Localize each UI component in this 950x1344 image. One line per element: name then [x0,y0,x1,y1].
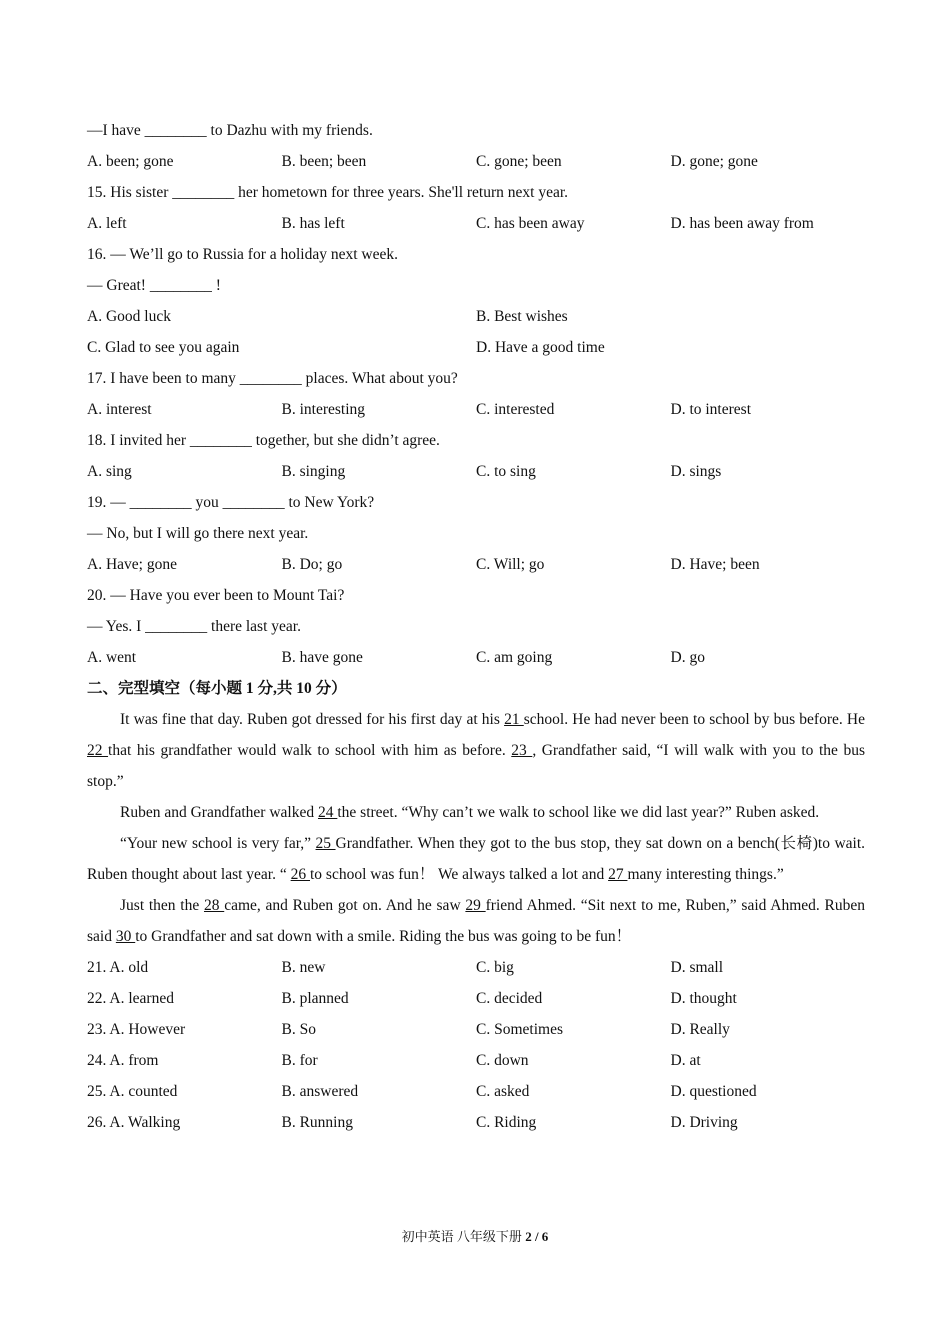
question-line: — No, but I will go there next year. [87,525,309,542]
passage-text: friend Ahmed. “Sit next to me, Ruben,” said Ahmed. Ruben said [87,897,865,945]
option: D. Driving [670,1114,738,1131]
footer-text: 初中英语 八年级下册 [401,1229,522,1244]
option: 26. A. Walking [87,1114,181,1131]
question-stem: 15. His sister ________ her hometown for three years. She'll return next year. [87,184,569,201]
option: C. to sing [476,463,536,480]
option: A. interest [87,401,152,418]
question-stem: 20. — Have you ever been to Mount Tai? [87,587,345,604]
passage-text: that his grandfather would walk to school with him as before. [108,742,512,759]
passage-text: to school was fun！ We always talked a lot and [310,866,609,883]
question-line: — Great! ________ ! [87,277,221,294]
question-stem: 17. I have been to many ________ places. What about you? [87,370,458,387]
option: C. asked [476,1083,530,1100]
option: A. Have; gone [87,556,177,573]
blank-28: 28 [203,897,225,914]
passage-text: school. He had never been to school by bus before. He [523,711,865,728]
option: B. answered [281,1083,359,1100]
passage-text: many interesting things.” [627,866,784,883]
blank-21: 21 [504,711,524,728]
option: B. has left [281,215,345,232]
passage-text: “Your new school is very far,” [120,835,316,852]
options-row [87,983,865,1014]
option: D. at [670,1052,701,1069]
options-row [87,642,865,673]
question-line: —I have ________ to Dazhu with my friends. [87,122,373,139]
option: D. Have a good time [476,339,605,356]
passage-text: It was fine that day. Ruben got dressed for his first day at his [120,711,505,728]
option: C. interested [476,401,555,418]
option: A. went [87,649,137,666]
option: 21. A. old [87,959,149,976]
option: C. down [476,1052,529,1069]
passage-paragraph [87,828,865,890]
option: C. big [476,959,514,976]
page-footer [0,1227,950,1247]
option: B. been; been [281,153,367,170]
option: A. left [87,215,127,232]
passage-paragraph [87,704,865,797]
option: C. has been away [476,215,585,232]
option: D. Really [670,1021,730,1038]
option: D. has been away from [670,215,814,232]
blank-22: 22 [87,742,109,759]
option: C. decided [476,990,543,1007]
passage-text: Ruben and Grandfather walked [120,804,318,821]
option: A. been; gone [87,153,174,170]
option: C. Glad to see you again [87,339,240,356]
page-number: 2 / 6 [525,1229,549,1244]
option: B. So [281,1021,316,1038]
option: C. Sometimes [476,1021,563,1038]
passage-text: came, and Ruben got on. And he saw [224,897,466,914]
option: D. questioned [670,1083,757,1100]
options-row [87,394,865,425]
option: B. interesting [281,401,366,418]
question-stem: 18. I invited her ________ together, but she didn’t agree. [87,432,440,449]
blank-24: 24 [317,804,338,821]
options-row [87,332,865,363]
option: D. small [670,959,724,976]
option: B. for [281,1052,318,1069]
passage-text: the street. “Why can’t we walk to school like we did last year?” Ruben asked. [337,804,820,821]
option: B. new [281,959,326,976]
option: B. Running [281,1114,353,1131]
option: B. Best wishes [476,308,568,325]
option: D. to interest [670,401,751,418]
blank-25: 25 [315,835,336,852]
document-body [87,115,865,1138]
passage-text: Just then the [120,897,204,914]
blank-26: 26 [290,866,310,883]
option: A. sing [87,463,132,480]
option: D. Have; been [670,556,760,573]
question-line: — Yes. I ________ there last year. [87,618,301,635]
option: D. gone; gone [670,153,758,170]
options-row [87,1014,865,1045]
passage-paragraph [87,890,865,952]
option: 22. A. learned [87,990,174,1007]
blank-27: 27 [608,866,628,883]
option: 24. A. from [87,1052,159,1069]
options-row [87,146,865,177]
options-row [87,456,865,487]
option: C. Will; go [476,556,545,573]
option: B. planned [281,990,349,1007]
options-row [87,1107,865,1138]
option: C. am going [476,649,553,666]
option: D. sings [670,463,722,480]
options-row [87,208,865,239]
question-stem: 19. — ________ you ________ to New York? [87,494,375,511]
option: C. Riding [476,1114,537,1131]
option: 25. A. counted [87,1083,178,1100]
blank-23: 23 [511,742,533,759]
blank-30: 30 [115,928,136,945]
option: A. Good luck [87,308,171,325]
section-heading: 二、完型填空（每小题 1 分,共 10 分） [87,680,347,697]
option: 23. A. However [87,1021,186,1038]
option: C. gone; been [476,153,562,170]
passage-text: to Grandfather and sat down with a smile. Riding the bus was going to be fun！ [135,928,632,945]
option: B. singing [281,463,346,480]
blank-29: 29 [465,897,486,914]
option: B. have gone [281,649,363,666]
option: D. go [670,649,705,666]
option: B. Do; go [281,556,343,573]
passage-text: Grandfather. When they got to the bus stop, they sat down on a bench(长椅)to wait. Ruben thought about last year. “ [87,835,866,883]
options-row [87,1076,865,1107]
options-row [87,952,865,983]
question-stem: 16. — We’ll go to Russia for a holiday next week. [87,246,398,263]
options-row [87,301,865,332]
option: D. thought [670,990,737,1007]
passage-paragraph [87,797,865,828]
options-row [87,1045,865,1076]
options-row [87,549,865,580]
passage-text: , Grandfather said, “I will walk with you to the bus stop.” [87,742,865,790]
